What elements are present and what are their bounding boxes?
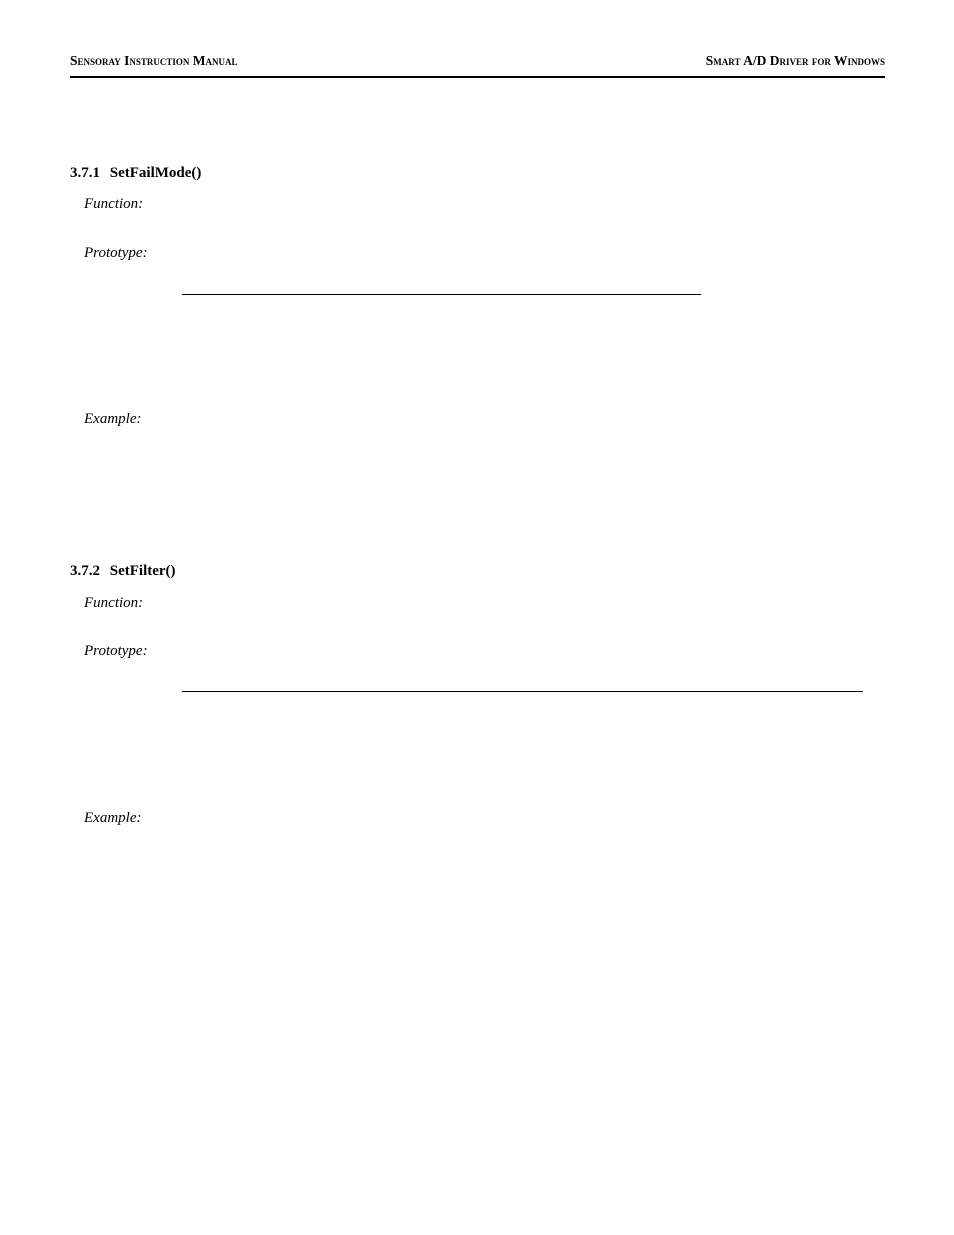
prototype-label: Prototype: bbox=[84, 245, 148, 261]
prototype-rule bbox=[182, 691, 863, 692]
prototype-rule bbox=[182, 294, 701, 295]
page-header bbox=[70, 52, 885, 78]
section-number: 3.7.1 bbox=[70, 165, 100, 181]
section-number: 3.7.2 bbox=[70, 563, 100, 579]
example-label: Example: bbox=[84, 810, 142, 826]
header-manual-title: Sensoray Instruction Manual bbox=[70, 53, 238, 68]
section-title: SetFailMode() bbox=[109, 165, 202, 181]
example-label: Example: bbox=[84, 411, 142, 427]
prototype-label: Prototype: bbox=[84, 643, 148, 659]
header-product-title: Smart A/D Driver for Windows bbox=[705, 53, 885, 68]
function-label: Function: bbox=[84, 196, 144, 212]
section-heading-setfilter bbox=[70, 562, 176, 580]
function-label: Function: bbox=[84, 595, 144, 611]
section-heading-setfailmode bbox=[70, 164, 201, 182]
section-title: SetFilter() bbox=[109, 563, 176, 579]
